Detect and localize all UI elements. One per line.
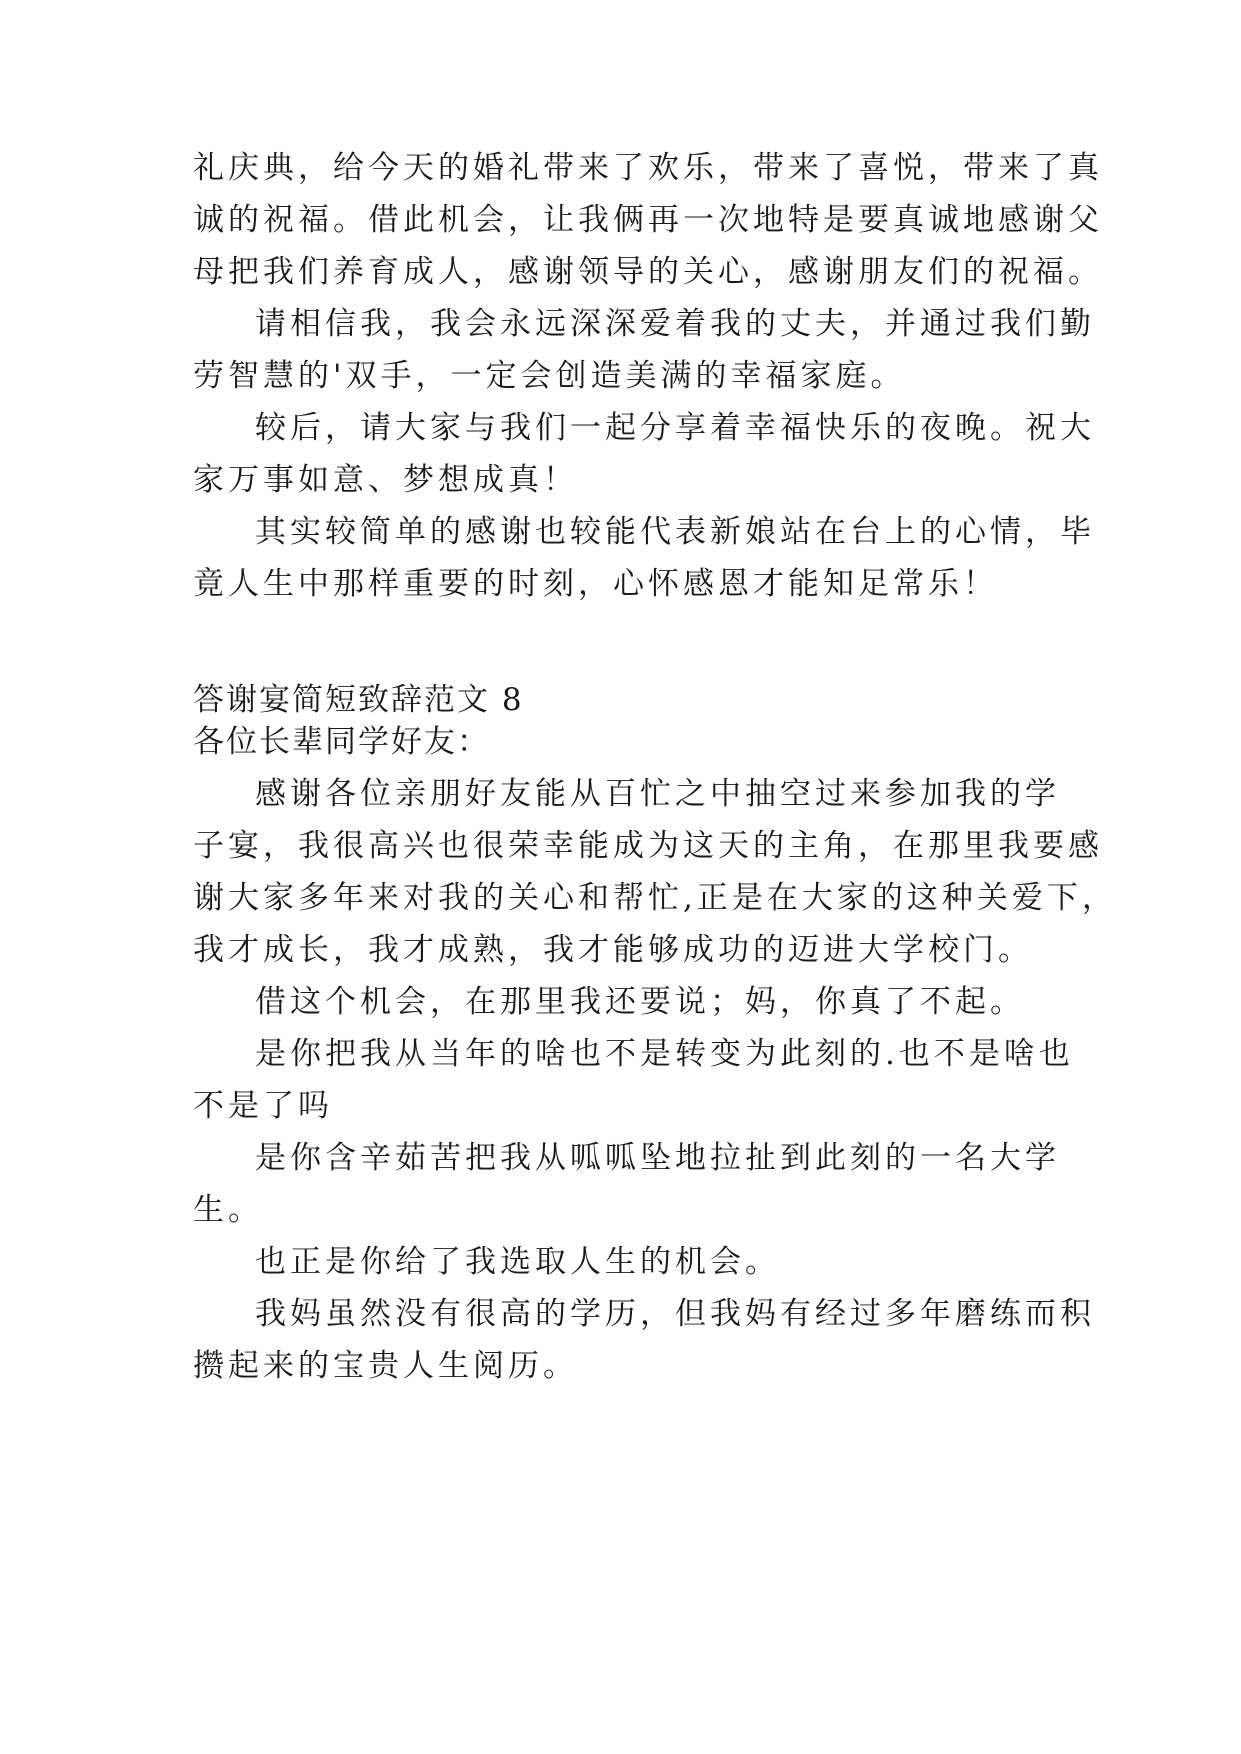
paragraph-line: 子宴，我很高兴也很荣幸能成为这天的主角，在那里我要感 [193, 828, 1103, 864]
paragraph-line: 劳智慧的'双手，一定会创造美满的幸福家庭。 [193, 358, 906, 394]
paragraph-line: 较后，请大家与我们一起分享着幸福快乐的夜晚。祝大 [255, 410, 1095, 446]
paragraph-line: 竟人生中那样重要的时刻，心怀感恩才能知足常乐！ [193, 566, 998, 602]
paragraph-line: 谢大家多年来对我的关心和帮忙,正是在大家的这种关爱下， [193, 880, 1117, 916]
paragraph-line: 母把我们养育成人，感谢领导的关心，感谢朋友们的祝福。 [193, 254, 1103, 290]
paragraph-line: 感谢各位亲朋好友能从百忙之中抽空过来参加我的学 [255, 776, 1060, 812]
section-title: 答谢宴简短致辞范文 8 [193, 682, 524, 718]
paragraph-line: 是你把我从当年的啥也不是转变为此刻的.也不是啥也 [255, 1036, 1074, 1072]
paragraph-line: 诚的祝福。借此机会，让我俩再一次地特是要真诚地感谢父 [193, 202, 1103, 238]
salutation: 各位长辈同学好友： [193, 724, 490, 760]
paragraph-line: 借这个机会，在那里我还要说；妈，你真了不起。 [255, 984, 1025, 1020]
paragraph-line: 也正是你给了我选取人生的机会。 [255, 1244, 780, 1280]
paragraph-line: 家万事如意、梦想成真！ [193, 462, 578, 498]
paragraph-line: 请相信我，我会永远深深爱着我的丈夫，并通过我们勤 [255, 306, 1095, 342]
paragraph-line: 是你含辛茹苦把我从呱呱坠地拉扯到此刻的一名大学 [255, 1140, 1060, 1176]
paragraph-line: 不是了吗 [193, 1088, 333, 1124]
paragraph-line: 我妈虽然没有很高的学历，但我妈有经过多年磨练而积 [255, 1296, 1095, 1332]
paragraph-line: 其实较简单的感谢也较能代表新娘站在台上的心情，毕 [255, 514, 1095, 550]
paragraph-line: 礼庆典，给今天的婚礼带来了欢乐，带来了喜悦，带来了真 [193, 150, 1103, 186]
paragraph-line: 生。 [193, 1192, 263, 1228]
paragraph-line: 我才成长，我才成熟，我才能够成功的迈进大学校门。 [193, 932, 1033, 968]
paragraph-line: 攒起来的宝贵人生阅历。 [193, 1348, 578, 1384]
